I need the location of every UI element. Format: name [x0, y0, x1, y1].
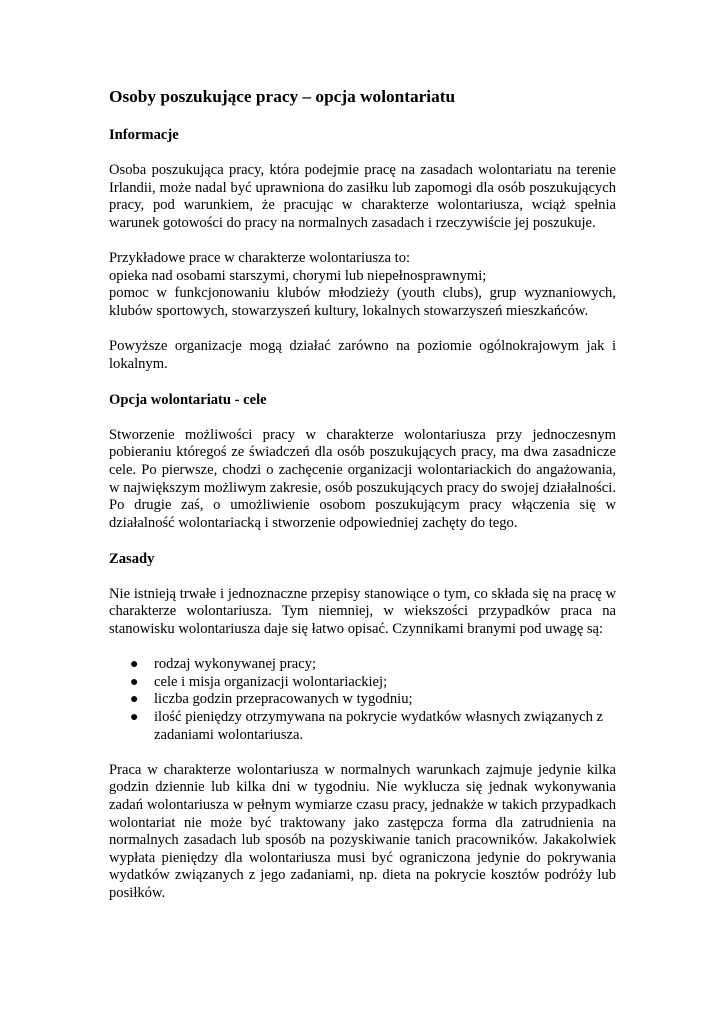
- bullet-icon: ●: [130, 674, 139, 690]
- list-item: [109, 709, 616, 744]
- document-title: Osoby poszukujące pracy – opcja wolontariatu: [109, 87, 456, 106]
- paragraph-informacje-1: Osoba poszukująca pracy, która podejmie pracę na zasadach wolontariatu na terenie Irlandii, może nadal być uprawniona do zasiłku lub zapomogi dla osób poszukujących pracy, pod warunkiem, że pracując w charakterze wolontariusza, wciąż spełnia warunek gotowości do pracy na normalnych zasadach i rzeczywiście jej poszukuje.: [109, 162, 616, 231]
- bullet-icon: ●: [130, 657, 139, 673]
- paragraph-zasady-2: Praca w charakterze wolontariusza w normalnych warunkach zajmuje jedynie kilka godzin dziennie lub kilka dni w tygodniu. Nie wyklucza się jednak wykonywania zadań wolontariusza w pełnym wymiarze czasu pracy, jednakże w takich przypadkach wolontariat nie może być traktowany jako zastępcza forma dla zatrudnienia na normalnych zasadach lub sposób na pozyskiwanie tanich pracowników. Jakakolwiek wypłata pieniędzy dla wolontariusza musi być ograniczona jedynie do pokrywania wydatków związanych z jego zadaniami, np. dieta na pokrycie kosztów podróży lub posiłków.: [109, 761, 616, 901]
- list-item: [109, 674, 616, 692]
- document-page: [109, 86, 616, 920]
- paragraph-examples: [109, 250, 616, 320]
- paragraph-cele-1: Stworzenie możliwości pracy w charakterze wolontariusza przy jednoczesnym pobieraniu któregoś ze świadczeń dla osób poszukujących pracy, ma dwa zasadnicze cele. Po pierwsze, chodzi o zachęcenie organizacji wolontariackich do angażowania, w największym możliwym zakresie, osób poszukujących pracy do swojej działalności. Po drugie zaś, o umożliwienie osobom poszukującym pracy włączenia się w działalność wolontariacką i stworzenie odpowiedniej zachęty do tego.: [109, 426, 616, 531]
- heading-informacje: Informacje: [109, 127, 179, 143]
- list-item: [109, 656, 616, 674]
- heading-cele: Opcja wolontariatu - cele: [109, 391, 267, 408]
- example-item-1: opieka nad osobami starszymi, chorymi lub niepełnosprawnymi;: [109, 267, 487, 284]
- list-item-text: cele i misja organizacji wolontariackiej;: [154, 673, 388, 690]
- list-item-text: rodzaj wykonywanej pracy;: [154, 656, 317, 673]
- bullet-icon: ●: [130, 692, 139, 708]
- paragraph-zasady-1: Nie istnieją trwałe i jednoznaczne przepisy stanowiące o tym, co składa się na pracę w charakterze wolontariusza. Tym niemniej, w wiekszości przypadków praca na stanowisku wolontariusza daje się łatwo opisać. Czynnikami branymi pod uwagę są:: [109, 585, 616, 638]
- factors-list: [109, 656, 616, 744]
- examples-intro: Przykładowe prace w charakterze wolontariusza to:: [109, 249, 411, 266]
- example-item-2: pomoc w funkcjonowaniu klubów młodzieży (youth clubs), grup wyznaniowych, klubów sportowych, stowarzyszeń kultury, lokalnych stowarzyszeń mieszkańców.: [109, 285, 616, 319]
- bullet-icon: ●: [130, 710, 139, 726]
- heading-zasady: Zasady: [109, 550, 155, 567]
- list-item-text: ilość pieniędzy otrzymywana na pokrycie wydatków własnych związanych z zadaniami wolontariusza.: [154, 709, 604, 743]
- list-item-text: liczba godzin przepracowanych w tygodniu;: [154, 691, 413, 708]
- list-item: [109, 691, 616, 709]
- paragraph-informacje-3: Powyższe organizacje mogą działać zarówno na poziomie ogólnokrajowym jak i lokalnym.: [109, 337, 616, 372]
